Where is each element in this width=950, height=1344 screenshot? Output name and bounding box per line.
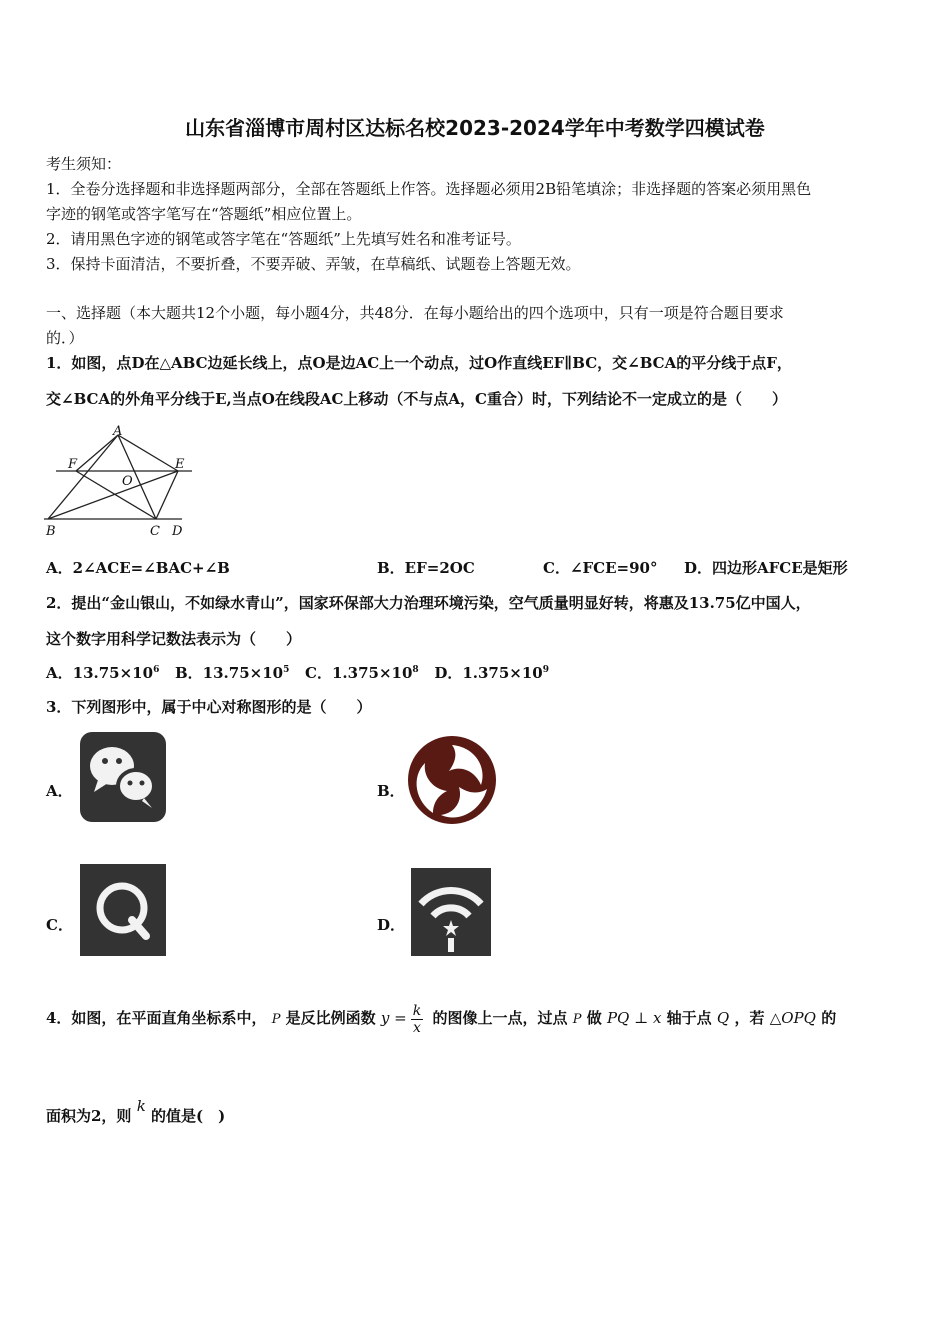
q2-options — [46, 662, 549, 683]
math-y-eq: y = — [380, 1009, 407, 1027]
math-p: P — [271, 1012, 281, 1027]
question-2-text-cont: 这个数字用科学记数法表示为（ ） — [46, 630, 302, 648]
segment-ae — [118, 435, 178, 471]
label-c: C — [150, 524, 160, 539]
q1-option-c: C．∠FCE=90° — [543, 559, 658, 577]
question-1-text-cont: 交∠BCA的外角平分线于E,当点O在线段AC上移动（不与点A，C重合）时，下列结论不一定成立的是（ ） — [46, 390, 787, 408]
search-q-icon — [74, 860, 170, 960]
math-pq-perp: PQ ⊥ x — [606, 1009, 662, 1027]
q2-option-c: C．$1.375\times 10^8$ — [305, 664, 419, 682]
q3-option-b-image — [403, 731, 501, 829]
triangle-diagram — [44, 423, 196, 541]
q2-option-b: B．$13.75\times 10^5$ — [175, 664, 290, 682]
page-title: 山东省淄博市周村区达标名校2023-2024学年中考数学四模试卷 — [185, 116, 765, 140]
q3-option-a-label: A． — [46, 782, 73, 800]
notice-heading: 考生须知： — [46, 155, 122, 173]
wifi-signal-icon — [405, 864, 495, 960]
label-b: B — [46, 524, 56, 539]
math-triangle: △OPQ — [769, 1009, 816, 1027]
section-heading-cont: 的．） — [46, 329, 84, 347]
notice-item: 字迹的钢笔或答字笔写在“答题纸”相应位置上。 — [46, 205, 362, 223]
question-4-text-cont: 面积为2，则 k 的值是( ) — [46, 1097, 226, 1125]
label-d: D — [172, 524, 183, 539]
chat-bubbles-icon — [74, 728, 170, 826]
segment-af — [76, 435, 118, 471]
label-f: F — [68, 457, 78, 472]
notice-item: 1．全卷分选择题和非选择题两部分，全部在答题纸上作答。选择题必须用2B铅笔填涂；非选择题的答案必须用黑色 — [46, 180, 812, 198]
math-k: k — [136, 1097, 146, 1115]
label-e: E — [175, 457, 185, 472]
q3-option-c-image — [74, 860, 170, 960]
q2-option-d: D．$1.375\times 10^9$ — [434, 664, 550, 682]
q3-option-d-image — [405, 864, 495, 960]
swirl-logo-icon — [403, 731, 501, 829]
math-p: P — [572, 1012, 582, 1027]
notice-item: 3．保持卡面清洁，不要折叠，不要弄破、弄皱，在草稿纸、试题卷上答题无效。 — [46, 255, 581, 273]
q1-option-b: B．EF=2OC — [377, 559, 475, 577]
notice-item: 2．请用黑色字迹的钢笔或答字笔在“答题纸”上先填写姓名和准考证号。 — [46, 230, 521, 248]
label-a: A — [113, 424, 123, 439]
math-fraction: $\frac{k}{x}$ — [412, 1002, 422, 1036]
section-heading: 一、选择题（本大题共12个小题，每小题4分，共48分．在每小题给出的四个选项中，只有一项是符合题目要求 — [46, 304, 784, 322]
question-1-figure — [44, 423, 196, 541]
math-q: Q — [716, 1009, 730, 1027]
segment-fc — [76, 471, 156, 519]
label-o: O — [122, 474, 133, 489]
question-4-text: 4．如图，在平面直角坐标系中， P 是反比例函数 y = $\frac{k}{x}$ 的图像上一点，过点 P 做 PQ ⊥ x 轴于点 Q ，若 △OPQ 的 — [46, 1002, 837, 1036]
q1-option-d: D．四边形AFCE是矩形 — [684, 559, 848, 577]
question-2-text: 2．提出“金山银山，不如绿水青山”，国家环保部大力治理环境污染，空气质量明显好转，将惠及13.75亿中国人， — [46, 594, 811, 612]
q1-option-a: A．2∠ACE=∠BAC+∠B — [46, 559, 230, 577]
q2-option-a: A．$13.75\times 10^6$ — [46, 664, 160, 682]
question-1-text: 1．如图，点D在△ABC边延长线上，点O是边AC上一个动点，过O作直线EF∥BC，交∠BCA的平分线于点F， — [46, 354, 792, 372]
q3-option-d-label: D． — [377, 916, 406, 934]
q3-option-c-label: C． — [46, 916, 73, 934]
q3-option-a-image — [74, 728, 170, 826]
question-3-text: 3．下列图形中，属于中心对称图形的是（ ） — [46, 698, 372, 716]
q3-option-b-label: B． — [377, 782, 405, 800]
